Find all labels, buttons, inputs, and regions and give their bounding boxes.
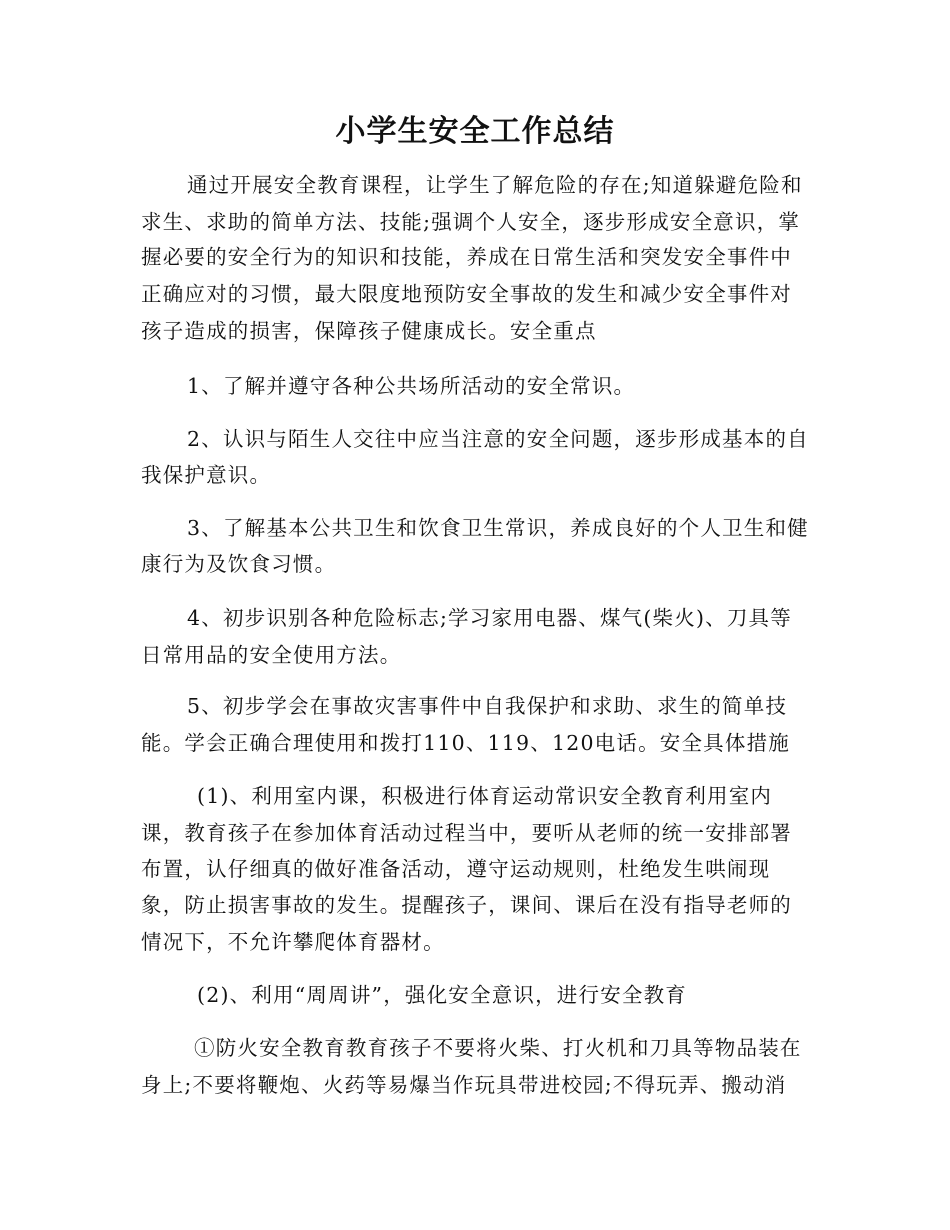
paragraph-line: 我保护意识。 (141, 463, 272, 487)
paragraph-line: 正确应对的习惯，最大限度地预防安全事故的发生和减少安全事件对 (141, 282, 792, 306)
paragraph-line: (1)、利用室内课，积极进行体育运动常识安全教育利用室内 (197, 784, 773, 808)
paragraph-line: ①防火安全教育教育孩子不要将火柴、打火机和刀具等物品装在 (194, 1036, 802, 1060)
paragraph-line: 康行为及饮食习惯。 (141, 552, 337, 576)
paragraph-line: 课，教育孩子在参加体育活动过程当中，要听从老师的统一安排部署 (141, 821, 792, 845)
paragraph-line: 象，防止损害事故的发生。提醒孩子，课间、课后在没有指导老师的 (141, 893, 792, 917)
paragraph-line: 通过开展安全教育课程，让学生了解危险的存在;知道躲避危险和 (187, 173, 803, 197)
paragraph-line: 2、认识与陌生人交往中应当注意的安全问题，逐步形成基本的自 (187, 427, 809, 451)
paragraph-line: 身上;不要将鞭炮、火药等易爆当作玩具带进校园;不得玩弄、搬动消 (141, 1073, 787, 1097)
paragraph-line: 求生、求助的简单方法、技能;强调个人安全，逐步形成安全意识，掌 (141, 210, 801, 234)
paragraph-line: 4、初步识别各种危险标志;学习家用电器、煤气(柴火)、刀具等 (187, 606, 792, 630)
paragraph-line: (2)、利用“周周讲”，强化安全意识，进行安全教育 (197, 983, 687, 1007)
document-title: 小学生安全工作总结 (335, 114, 615, 149)
paragraph-line: 布置，认仔细真的做好准备活动，遵守运动规则，杜绝发生哄闹现 (141, 857, 771, 881)
paragraph-line: 孩子造成的损害，保障孩子健康成长。安全重点 (141, 319, 597, 343)
paragraph-line: 5、初步学会在事故灾害事件中自我保护和求助、求生的简单技 (187, 694, 788, 718)
paragraph-line: 握必要的安全行为的知识和技能，养成在日常生活和突发安全事件中 (141, 245, 792, 269)
paragraph-line: 日常用品的安全使用方法。 (141, 643, 402, 667)
paragraph-line: 情况下，不允许攀爬体育器材。 (141, 930, 445, 954)
paragraph-line: 3、了解基本公共卫生和饮食卫生常识，养成良好的个人卫生和健 (187, 516, 809, 540)
paragraph-line: 能。学会正确合理使用和拨打110、119、120电话。安全具体措施 (141, 731, 790, 755)
paragraph-line: 1、了解并遵守各种公共场所活动的安全常识。 (187, 374, 636, 398)
